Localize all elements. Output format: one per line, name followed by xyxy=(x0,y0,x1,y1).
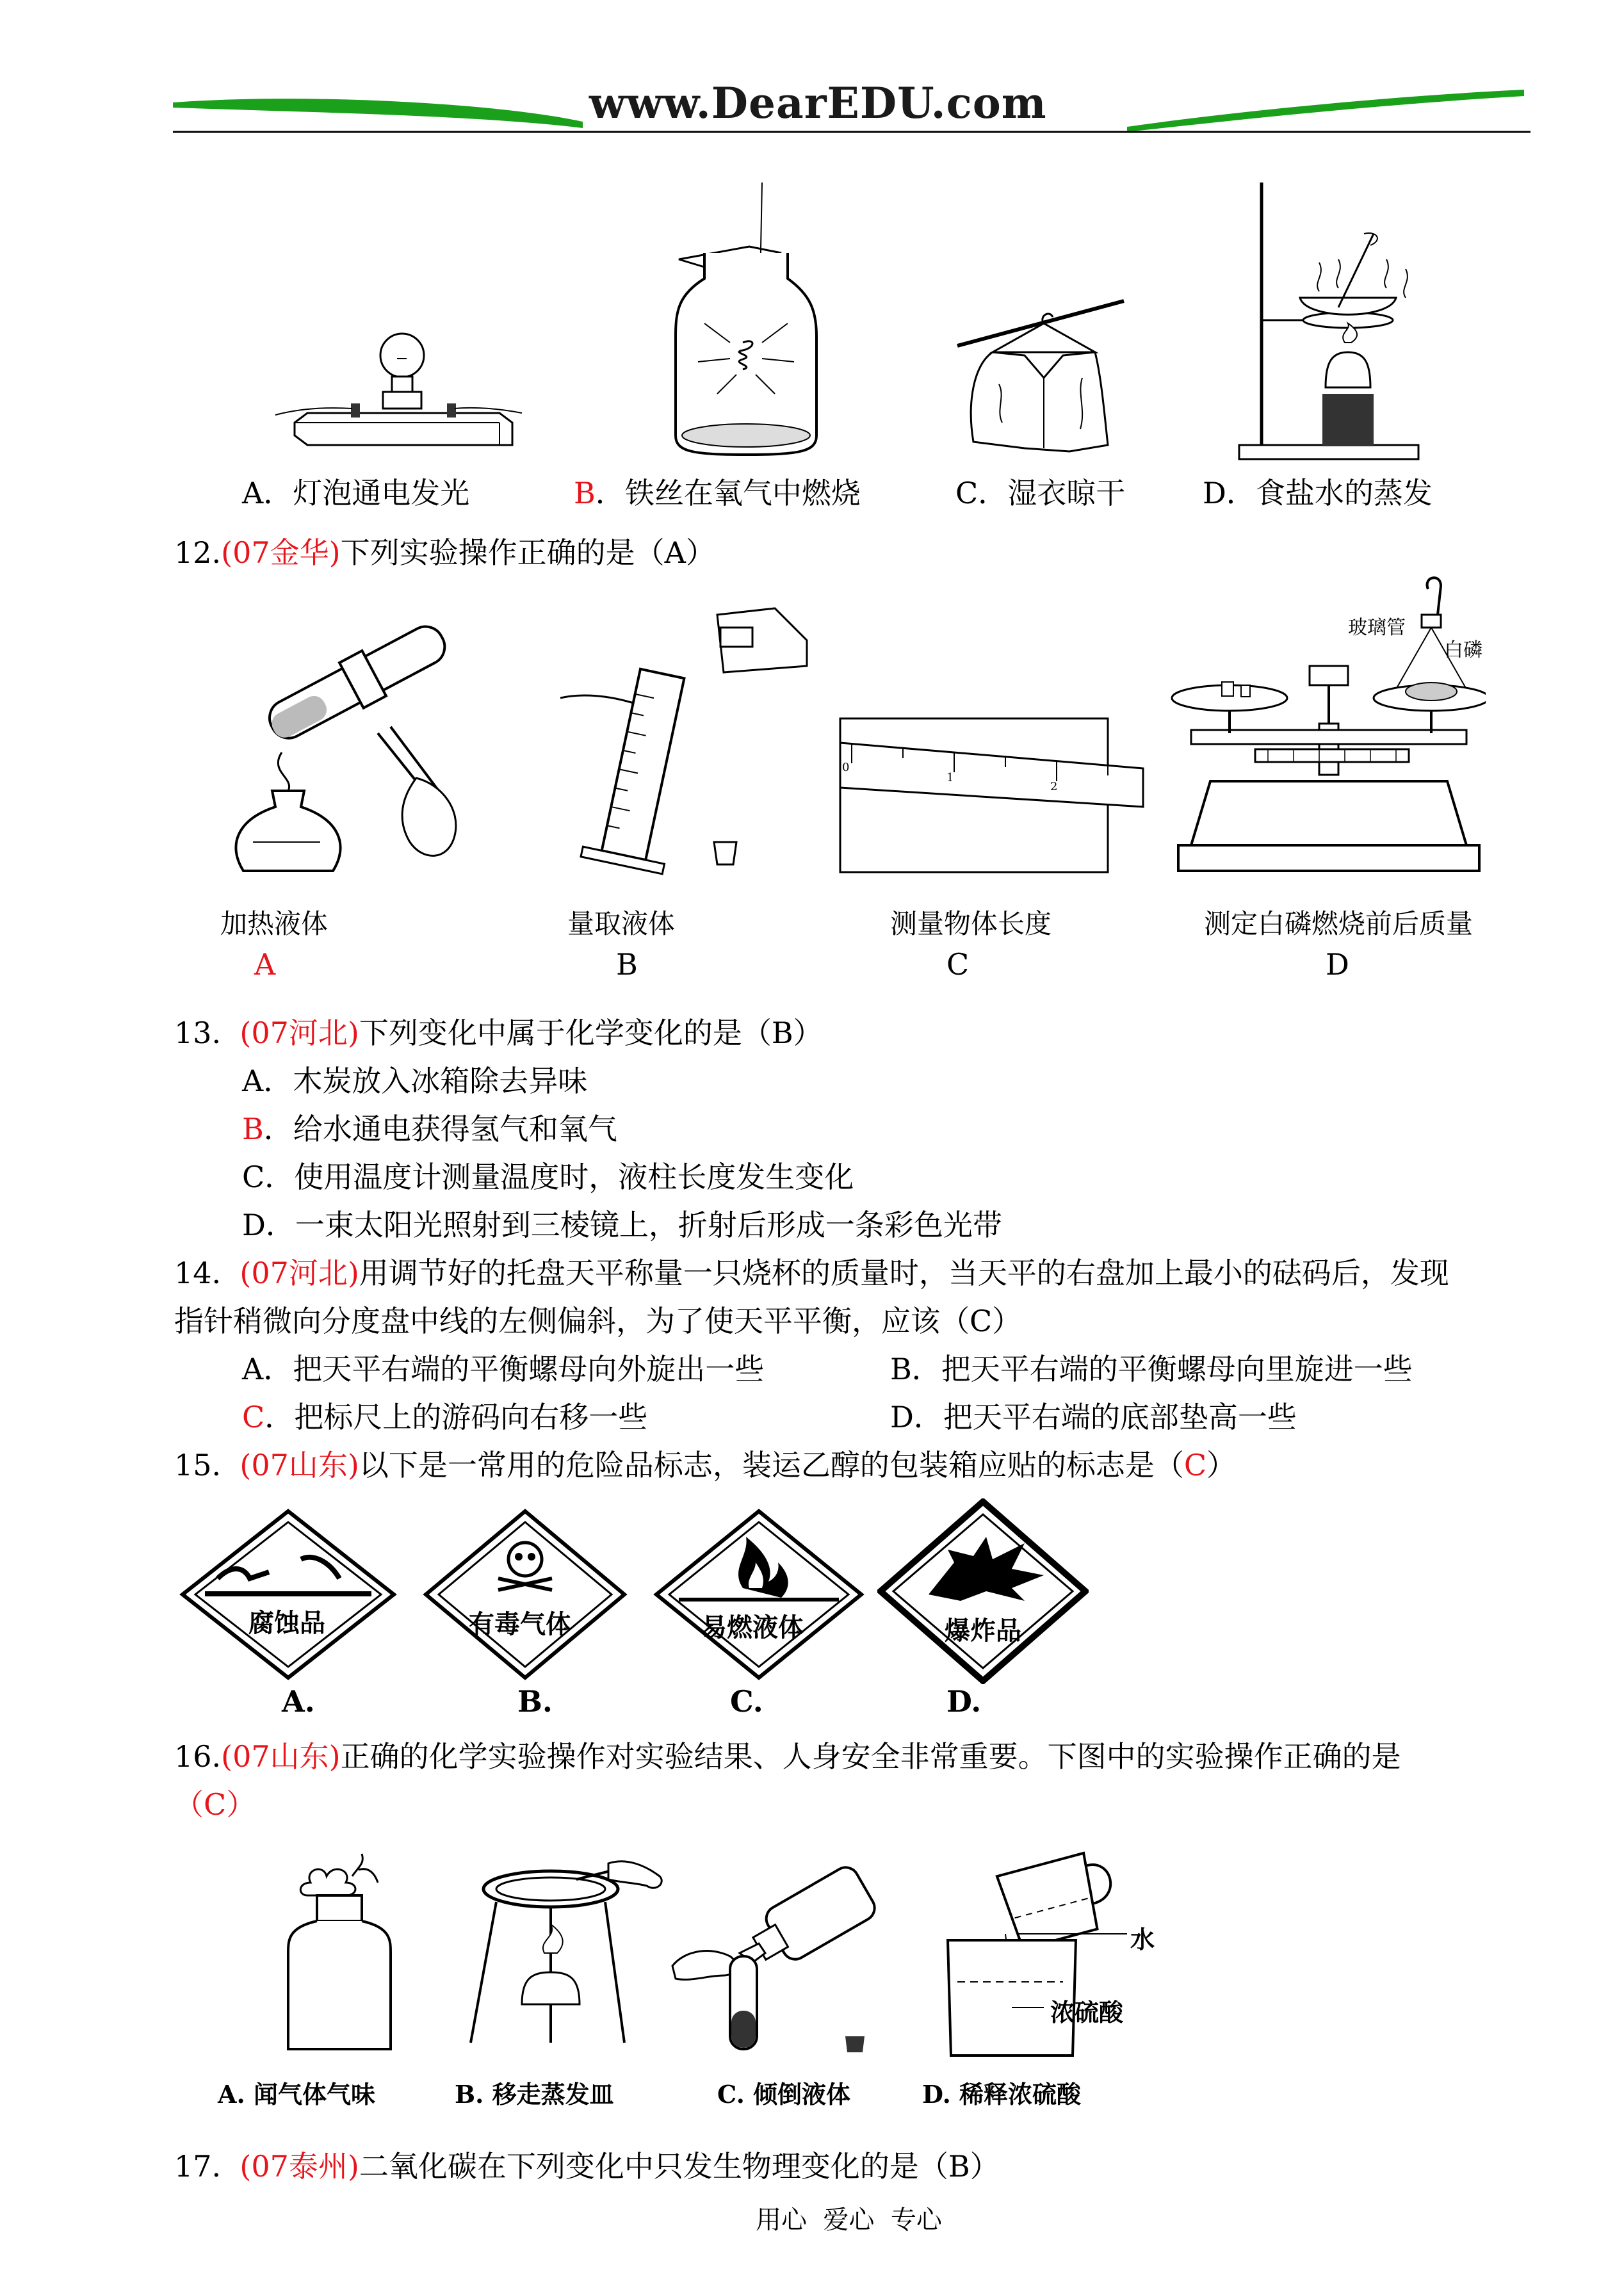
q15-stem: 15. (07山东)以下是一常用的危险品标志，装运乙醇的包装箱应贴的标志是（C） xyxy=(174,1448,1237,1482)
q11-option-b: B．铁丝在氧气中燃烧 xyxy=(574,476,861,510)
q13-stem: 13. (07河北)下列变化中属于化学变化的是（B） xyxy=(174,1016,823,1050)
q16-caption-b: B. 移走蒸发皿 xyxy=(455,2080,614,2109)
q13-option-a: A．木炭放入冰箱除去异味 xyxy=(242,1064,588,1098)
figure-smell-gas xyxy=(275,1844,416,2062)
q12-caption-b: 量取液体 xyxy=(567,908,676,939)
q14-stem-line2: 指针稍微向分度盘中线的左侧偏斜，为了使天平平衡，应该（C） xyxy=(174,1304,1022,1338)
q16-caption-a: A. 闻气体气味 xyxy=(218,2080,375,2109)
q17-stem: 17. (07泰州)二氧化碳在下列变化中只发生物理变化的是（B） xyxy=(174,2149,1000,2184)
ruler-tick-1: 1 xyxy=(946,771,954,784)
q16-answer: （C） xyxy=(174,1787,256,1822)
hazard-sign-flammable-liquid xyxy=(653,1508,865,1681)
label-conc-sulfuric-acid: 浓硫酸 xyxy=(1050,1998,1124,2027)
label-glass-tube: 玻璃管 xyxy=(1348,617,1406,639)
q12-letter-d: D xyxy=(1326,947,1349,982)
figure-bulb xyxy=(269,307,525,455)
hazard-letter-c: C. xyxy=(730,1684,763,1719)
hazard-letter-a: A. xyxy=(282,1684,315,1719)
q12-letter-b: B xyxy=(616,947,638,982)
q11-option-c: C．湿衣晾干 xyxy=(955,476,1126,510)
q11-option-d: D．食盐水的蒸发 xyxy=(1203,476,1433,510)
q14-option-d: D．把天平右端的底部垫高一些 xyxy=(890,1400,1297,1434)
q12-letter-c: C xyxy=(946,947,970,982)
page-header xyxy=(173,77,1531,134)
q12-caption-a: 加热液体 xyxy=(220,908,329,939)
figure-ruler xyxy=(839,717,1146,874)
q16-stem: 16.(07山东)正确的化学实验操作对实验结果、人身安全非常重要。下图中的实验操作正确的是 xyxy=(174,1739,1401,1774)
hazard-label-flammable-liquid: 易燃液体 xyxy=(701,1612,804,1642)
page-footer: 用心 爱心 专心 xyxy=(756,2205,942,2235)
figure-pour-liquid xyxy=(669,1857,887,2062)
q16-caption-c: C. 倾倒液体 xyxy=(717,2080,851,2109)
q13-option-b: B．给水通电获得氢气和氧气 xyxy=(242,1112,617,1146)
q11-option-a: A．灯泡通电发光 xyxy=(242,476,470,510)
q14-option-a: A．把天平右端的平衡螺母向外旋出一些 xyxy=(242,1352,765,1386)
figure-move-evaporating-dish xyxy=(467,1851,672,2056)
ruler-tick-0: 0 xyxy=(842,761,850,774)
hazard-letter-d: D. xyxy=(946,1684,982,1719)
q16-caption-d: D. 稀释浓硫酸 xyxy=(922,2080,1082,2109)
q14-option-b: B．把天平右端的平衡螺母向里旋进一些 xyxy=(890,1352,1413,1386)
q13-option-c: C．使用温度计测量温度时，液柱长度发生变化 xyxy=(242,1160,854,1194)
label-white-phosphorus: 白磷 xyxy=(1444,639,1482,661)
ruler-tick-2: 2 xyxy=(1050,780,1058,793)
q13-option-d: D．一束太阳光照射到三棱镜上，折射后形成一条彩色光带 xyxy=(242,1208,1002,1242)
hazard-label-corrosive: 腐蚀品 xyxy=(248,1608,325,1638)
hazard-sign-explosive xyxy=(877,1498,1089,1684)
figure-iron-wire-jar xyxy=(666,182,826,464)
figure-evaporation xyxy=(1236,182,1428,464)
figure-dilute-acid xyxy=(935,1851,1155,2068)
hazard-sign-corrosive xyxy=(179,1508,397,1681)
q14-stem-line1: 14. (07河北)用调节好的托盘天平称量一只烧杯的质量时，当天平的右盘加上最小的砝码后，发现 xyxy=(174,1256,1449,1290)
figure-heating-liquid xyxy=(218,624,499,880)
q12-letter-a: A xyxy=(254,947,276,982)
q12-stem: 12.(07金华)下列实验操作正确的是（A） xyxy=(174,535,715,570)
hazard-letter-b: B. xyxy=(517,1684,553,1719)
label-water: 水 xyxy=(1130,1925,1155,1954)
hazard-sign-toxic-gas xyxy=(423,1508,628,1681)
hazard-label-toxic-gas: 有毒气体 xyxy=(469,1609,571,1639)
figure-wet-clothes xyxy=(954,288,1127,461)
site-logo: www.DearEDU.com xyxy=(589,78,1047,128)
figure-balance xyxy=(1165,576,1486,884)
q14-option-c: C．把标尺上的游码向右移一些 xyxy=(242,1400,648,1434)
q12-caption-d: 测定白磷燃烧前后质量 xyxy=(1204,908,1474,939)
hazard-label-explosive: 爆炸品 xyxy=(945,1616,1021,1646)
figure-measuring-cylinder xyxy=(551,602,820,877)
q12-caption-c: 测量物体长度 xyxy=(890,908,1052,939)
